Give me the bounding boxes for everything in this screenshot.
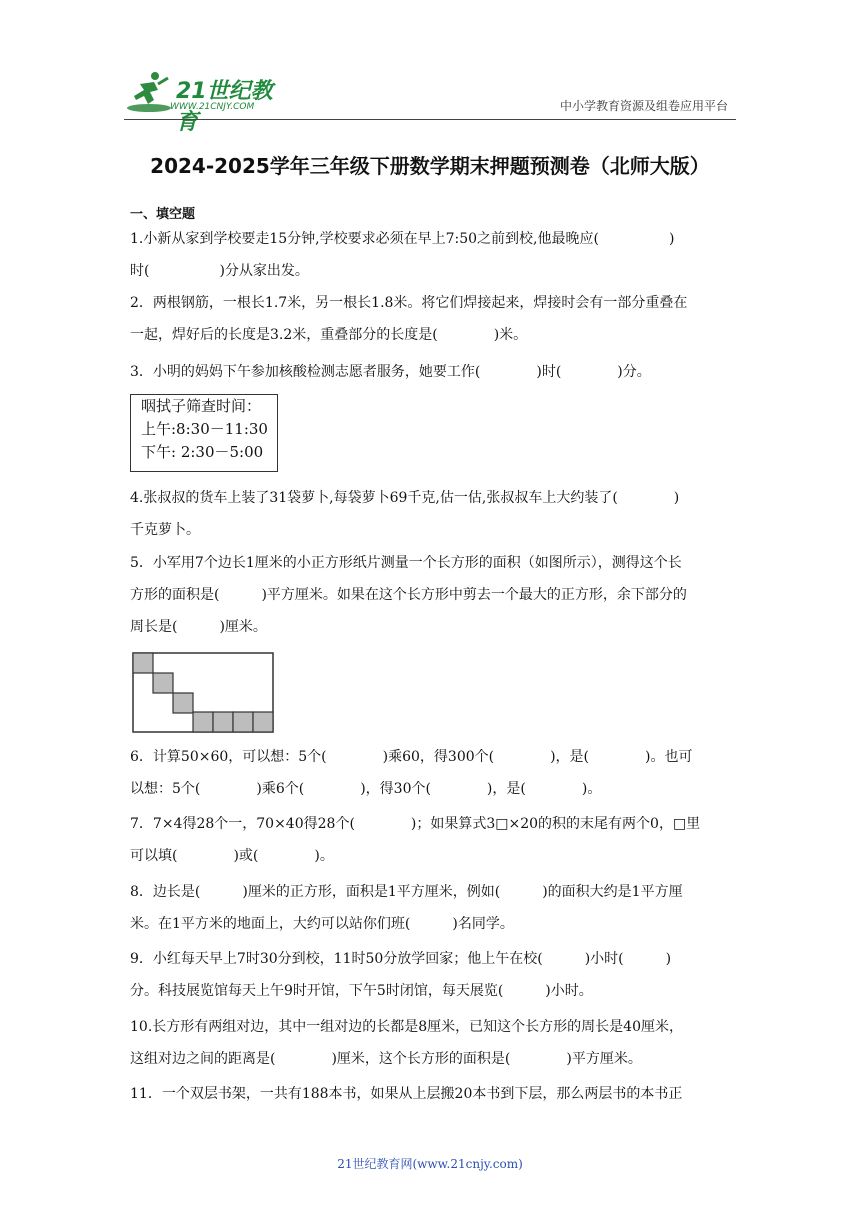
question-line: 3．小明的妈妈下午参加核酸检测志愿者服务，她要工作( )时( )分。 xyxy=(130,364,651,380)
question-line: 一起，焊好后的长度是3.2米，重叠部分的长度是( )米。 xyxy=(130,327,528,343)
logo-url: WWW.21CNJY.COM xyxy=(170,102,255,112)
question-line: 5．小军用7个边长1厘米的小正方形纸片测量一个长方形的面积（如图所示），测得这个长 xyxy=(130,555,682,571)
question-6 xyxy=(130,741,740,805)
question-line: 2．两根钢筋，一根长1.7米，另一根长1.8米。将它们焊接起来，焊接时会有一部分重叠在 xyxy=(130,295,688,311)
logo xyxy=(124,68,294,135)
header-divider xyxy=(124,119,736,120)
schedule-afternoon: 下午: 2:30－5:00 xyxy=(141,443,264,461)
unit-square xyxy=(213,712,233,732)
question-line: 千克萝卜。 xyxy=(130,522,200,538)
rectangle-area-figure xyxy=(132,652,276,734)
question-line: 周长是( )厘米。 xyxy=(130,619,267,635)
unit-square xyxy=(133,653,153,673)
unit-square xyxy=(233,712,253,732)
question-line: 10.长方形有两组对边，其中一组对边的长都是8厘米，已知这个长方形的周长是40厘米， xyxy=(130,1019,683,1035)
unit-square xyxy=(253,712,273,732)
question-3 xyxy=(130,356,740,388)
schedule-title: 咽拭子筛查时间： xyxy=(141,397,262,415)
question-5 xyxy=(130,547,740,643)
unit-square xyxy=(153,673,173,693)
question-4 xyxy=(130,482,740,546)
schedule-morning: 上午:8:30－11:30 xyxy=(141,420,268,438)
question-line: 分。科技展览馆每天上午9时开馆，下午5时闭馆，每天展览( )小时。 xyxy=(130,983,593,999)
schedule-box xyxy=(130,394,278,472)
footer-link[interactable]: 21世纪教育网(www.21cnjy.com) xyxy=(337,1157,523,1171)
logo-text: 21世纪教育 xyxy=(176,79,273,135)
question-line: 7．7×4得28个一，70×40得28个( )；如果算式3□×20的积的末尾有两个0，□里 xyxy=(130,816,701,832)
question-1 xyxy=(130,223,740,287)
page-title: 2024-2025学年三年级下册数学期末押题预测卷（北师大版） xyxy=(150,154,710,178)
unit-square xyxy=(173,693,193,713)
question-line: 这组对边之间的距离是( )厘米，这个长方形的面积是( )平方厘米。 xyxy=(130,1051,642,1067)
question-line: 时( )分从家出发。 xyxy=(130,263,309,279)
section-heading: 一、填空题 xyxy=(130,207,196,222)
question-line: 8．边长是( )厘米的正方形，面积是1平方厘米，例如( )的面积大约是1平方厘 xyxy=(130,884,683,900)
question-7 xyxy=(130,808,740,872)
question-line: 6．计算50×60，可以想：5个( )乘60，得300个( )，是( )。也可 xyxy=(130,749,693,765)
unit-square xyxy=(193,712,213,732)
question-line: 1.小新从家到学校要走15分钟,学校要求必须在早上7:50之前到校,他最晚应( ) xyxy=(130,231,675,247)
platform-name: 中小学教育资源及组卷应用平台 xyxy=(559,99,728,113)
question-11 xyxy=(130,1078,740,1110)
question-line: 9．小红每天早上7时30分到校，11时50分放学回家；他上午在校( )小时( ) xyxy=(130,951,672,967)
question-line: 可以填( )或( )。 xyxy=(130,848,334,864)
runner-logo-icon xyxy=(124,70,174,116)
question-10 xyxy=(130,1011,740,1075)
question-9 xyxy=(130,943,740,1007)
question-line: 方形的面积是( )平方厘米。如果在这个长方形中剪去一个最大的正方形，余下部分的 xyxy=(130,587,687,603)
question-line: 4.张叔叔的货车上装了31袋萝卜,每袋萝卜69千克,估一估,张叔叔车上大约装了( ) xyxy=(130,490,680,506)
question-line: 11．一个双层书架，一共有188本书，如果从上层搬20本书到下层，那么两层书的本书正 xyxy=(130,1086,683,1102)
question-line: 米。在1平方米的地面上，大约可以站你们班( )名同学。 xyxy=(130,916,514,932)
question-2 xyxy=(130,287,740,351)
question-8 xyxy=(130,876,740,940)
question-line: 以想：5个( )乘6个( )，得30个( )，是( )。 xyxy=(130,781,602,797)
